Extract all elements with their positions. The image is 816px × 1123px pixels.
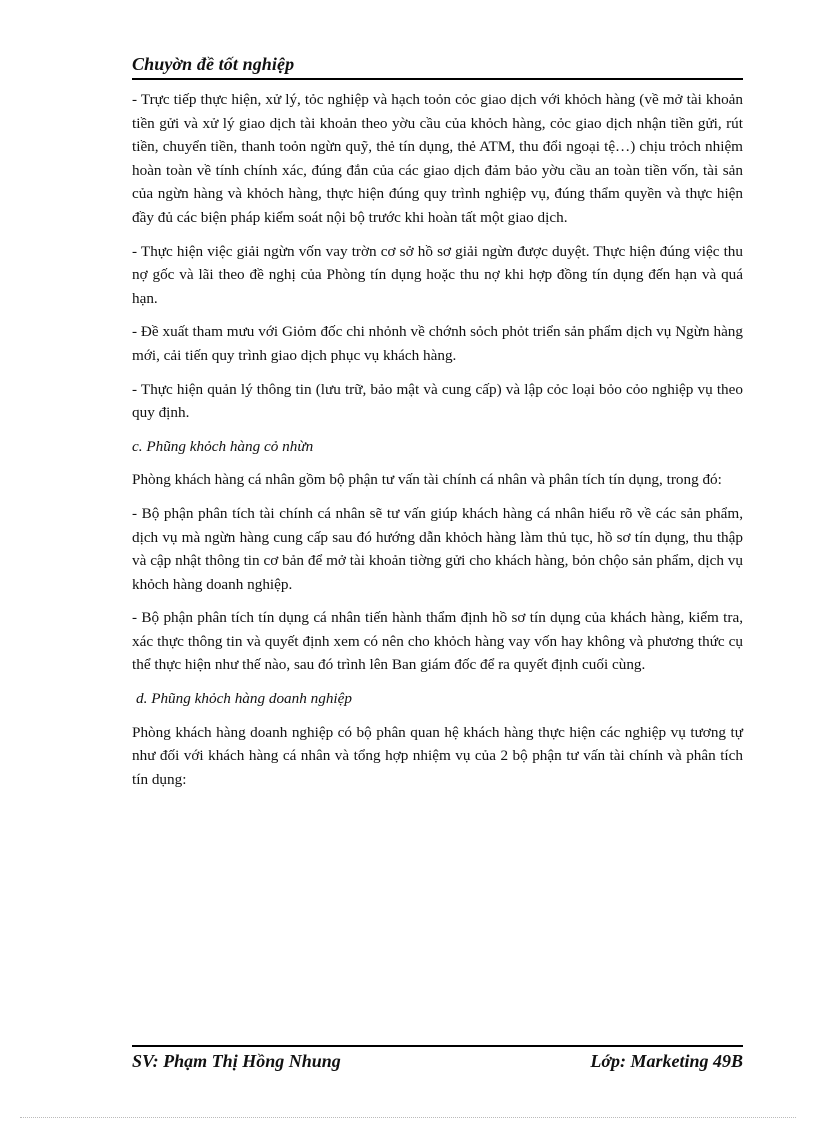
footer-class: Lớp: Marketing 49B — [590, 1051, 743, 1071]
document-body — [132, 88, 743, 801]
paragraph: Phòng khách hàng cá nhân gồm bộ phận tư vấn tài chính cá nhân và phân tích tín dụng, trong đó: — [132, 471, 722, 489]
page-bottom-divider — [20, 1117, 796, 1118]
paragraph: - Thực hiện việc giải ngừn vốn vay trờn cơ sở hồ sơ giải ngừn được duyệt. Thực hiện đúng việc thu nợ gốc và lãi theo đề nghị của Phòng tín dụng hoặc thu nợ khi hợp đồng tín dụng đến hạn và quá hạn. — [132, 242, 743, 307]
paragraph: - Đề xuất tham mưu với Giỏm đốc chi nhỏnh về chớnh sỏch phỏt triển sản phẩm dịch vụ Ngừn hàng mới, cải tiến quy trình giao dịch phục vụ khách hàng. — [132, 323, 743, 364]
paragraph: - Thực hiện quản lý thông tin (lưu trữ, bảo mật và cung cấp) và lập cỏc loại bỏo cỏo nghiệp vụ theo quy định. — [132, 380, 743, 422]
paragraph: Phòng khách hàng doanh nghiệp có bộ phân quan hệ khách hàng thực hiện các nghiệp vụ tương tự như đối với khách hàng cá nhân và tổng hợp nhiệm vụ của 2 bộ phận tư vấn tài chính và phân tích tín dụng: — [132, 723, 743, 788]
page-header — [132, 52, 743, 80]
paragraph: - Bộ phận phân tích tín dụng cá nhân tiến hành thẩm định hồ sơ tín dụng của khách hàng, kiểm tra, xác thực thông tin và quyết định xem có nên cho khỏch hàng vay vốn hay không và phương thức cụ thể thực hiện như thế nào, sau đó trình lên Ban giám đốc để ra quyết định cuối cùng. — [132, 609, 743, 674]
paragraph: - Bộ phận phân tích tài chính cá nhân sẽ tư vấn giúp khách hàng cá nhân hiểu rõ về các sản phẩm, dịch vụ mà ngừn hàng cung cấp sau đó hướng dẫn khỏch hàng làm thủ tục, hồ sơ tín dụng, thu thập và cập nhật thông tin cơ bản để mở tài khoản tiờng gửi cho khách hàng, bỏn chộo sản phẩm, dịch vụ khỏch hàng doanh nghiệp. — [132, 504, 743, 593]
header-title: Chuyờn đề tốt nghiệp — [132, 54, 295, 74]
page-footer — [132, 1045, 743, 1077]
paragraph: - Trực tiếp thực hiện, xử lý, tỏc nghiệp và hạch toỏn cỏc giao dịch với khỏch hàng (về mở tài khoản tiền gửi và xử lý giao dịch tài khoản theo yờu cầu của khỏch hàng, cỏc giao dịch nhận tiền gửi, rút tiền, chuyển tiền, thanh toỏn ngừn quỹ, thẻ tín dụng, thẻ ATM, thu đổi ngoại tệ…) chịu trỏch nhiệm hoàn toàn về tính chính xác, đúng đắn của các giao dịch đảm bảo yờu cầu an toàn tiền vốn, tài sản của ngừn hàng và khỏch hàng, thực hiện đúng quy trình nghiệp vụ, đúng thẩm quyền và thực hiện đầy đủ các biện pháp kiểm soát nội bộ trước khi hoàn tất một giao dịch. — [132, 91, 743, 226]
section-heading-c: c. Phũng khỏch hàng cỏ nhừn — [132, 437, 314, 455]
section-heading-d: d. Phũng khỏch hàng doanh nghiệp — [136, 690, 352, 708]
footer-student-name: SV: Phạm Thị Hồng Nhung — [132, 1051, 341, 1071]
